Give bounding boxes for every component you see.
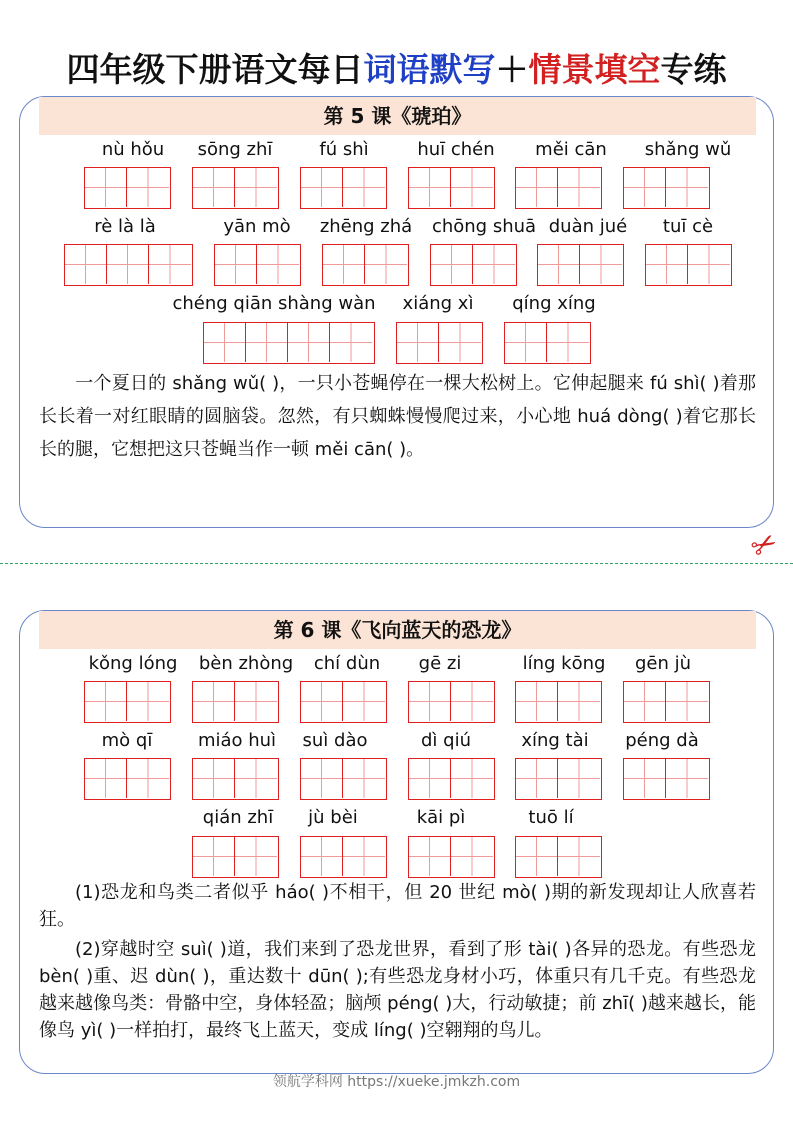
pinyin-label: bèn zhòng — [198, 653, 294, 674]
pinyin-label: xiáng xì — [402, 293, 474, 314]
pinyin-label: mò qī — [101, 730, 153, 751]
title-part-3: ＋ — [495, 50, 529, 89]
pinyin-label: huī chén — [417, 139, 495, 160]
pinyin-label: sōng zhī — [197, 139, 273, 160]
scissors-icon: ✂ — [744, 524, 785, 567]
context-paragraph-2-text: (2)穿越时空 suì( )道，我们来到了恐龙世界，看到了形 tài( )各异的恐龙。有些恐龙 bèn( )重、迟 dùn( )，重达数十 dūn( );有些恐龙身材小巧，体重只有几千克。有些恐龙越来越像鸟类：骨骼中空，身体轻盈；脑颅 péng( )大，行动敏捷；前 zhī( )越来越长，能像鸟 yì( )一样拍打，最终飞上蓝天，变成 líng( )空翱翔的鸟儿。 — [39, 939, 756, 1041]
pinyin-label: fú shì — [319, 139, 369, 160]
writing-grid[interactable] — [623, 167, 710, 209]
writing-grid[interactable] — [214, 244, 301, 286]
page-title — [0, 44, 793, 91]
writing-grid[interactable] — [300, 836, 387, 878]
writing-grid[interactable] — [64, 244, 193, 286]
writing-grid[interactable] — [504, 322, 591, 364]
writing-grid[interactable] — [515, 758, 602, 800]
pinyin-label: xíng tài — [521, 730, 589, 751]
cut-line — [0, 563, 793, 564]
lesson-6-title: 第 6 课《飞向蓝天的恐龙》 — [39, 611, 756, 649]
pinyin-label: gē zi — [418, 653, 462, 674]
title-part-5: 专练 — [660, 50, 727, 89]
lesson-6-card — [19, 610, 774, 1074]
writing-grid[interactable] — [192, 681, 279, 723]
pinyin-label: tuī cè — [662, 216, 714, 237]
writing-grid[interactable] — [396, 322, 483, 364]
pinyin-label: péng dà — [625, 730, 699, 751]
context-paragraph-1 — [39, 879, 756, 933]
pinyin-label: chí dùn — [313, 653, 381, 674]
pinyin-label: duàn jué — [548, 216, 628, 237]
writing-grid[interactable] — [322, 244, 409, 286]
writing-grid[interactable] — [515, 167, 602, 209]
writing-grid[interactable] — [408, 758, 495, 800]
writing-grid[interactable] — [300, 167, 387, 209]
lesson-5-card — [19, 96, 774, 528]
writing-grid[interactable] — [84, 681, 171, 723]
pinyin-label: gēn jù — [634, 653, 692, 674]
writing-grid[interactable] — [300, 758, 387, 800]
pinyin-label: miáo huì — [197, 730, 277, 751]
writing-grid[interactable] — [300, 681, 387, 723]
context-paragraph — [39, 367, 756, 466]
pinyin-label: qíng xíng — [512, 293, 596, 314]
writing-grid[interactable] — [623, 758, 710, 800]
writing-grid[interactable] — [645, 244, 732, 286]
writing-grid[interactable] — [203, 322, 375, 364]
writing-grid[interactable] — [623, 681, 710, 723]
writing-grid[interactable] — [408, 167, 495, 209]
writing-grid[interactable] — [408, 681, 495, 723]
footer-watermark: 领航学科网 https://xueke.jmkzh.com — [272, 1074, 521, 1090]
writing-grid[interactable] — [84, 758, 171, 800]
title-part-1: 四年级下册语文每日 — [66, 50, 364, 89]
writing-grid[interactable] — [192, 167, 279, 209]
pinyin-label: tuō lí — [528, 807, 574, 828]
pinyin-label: yān mò — [223, 216, 291, 237]
context-paragraph-text: 一个夏日的 shǎng wǔ( )，一只小苍蝇停在一棵大松树上。它伸起腿来 fú shì( )着那长长着一对红眼睛的圆脑袋。忽然，有只蜘蛛慢慢爬过来，小心地 huá dòng( )着它那长长的腿，它想把这只苍蝇当作一顿 měi cān( )。 — [39, 373, 756, 460]
writing-grid[interactable] — [84, 167, 171, 209]
context-paragraph-1-text: (1)恐龙和鸟类二者似乎 háo( )不相干，但 20 世纪 mò( )期的新发现却让人欣喜若狂。 — [39, 882, 756, 930]
lesson-5-title: 第 5 课《琥珀》 — [39, 97, 756, 135]
pinyin-label: měi cān — [535, 139, 607, 160]
pinyin-label: chéng qiān shàng wàn — [172, 293, 376, 314]
pinyin-label: shǎng wǔ — [644, 139, 732, 160]
pinyin-label: kǒng lóng — [88, 653, 178, 674]
writing-grid[interactable] — [515, 681, 602, 723]
title-part-2: 词语默写 — [363, 50, 496, 89]
context-paragraph-2 — [39, 936, 756, 1044]
pinyin-label: rè là là — [94, 216, 156, 237]
pinyin-label: líng kōng — [522, 653, 606, 674]
pinyin-label: zhēng zhá — [319, 216, 413, 237]
pinyin-label: chōng shuā — [431, 216, 537, 237]
pinyin-label: qián zhī — [202, 807, 274, 828]
title-part-4: 情景填空 — [528, 50, 661, 89]
writing-grid[interactable] — [537, 244, 624, 286]
writing-grid[interactable] — [408, 836, 495, 878]
writing-grid[interactable] — [515, 836, 602, 878]
writing-grid[interactable] — [192, 758, 279, 800]
writing-grid[interactable] — [192, 836, 279, 878]
pinyin-label: jù bèi — [308, 807, 358, 828]
pinyin-label: nù hǒu — [101, 139, 165, 160]
pinyin-label: dì qiú — [421, 730, 471, 751]
pinyin-label: suì dào — [302, 730, 368, 751]
writing-grid[interactable] — [430, 244, 517, 286]
pinyin-label: kāi pì — [416, 807, 466, 828]
